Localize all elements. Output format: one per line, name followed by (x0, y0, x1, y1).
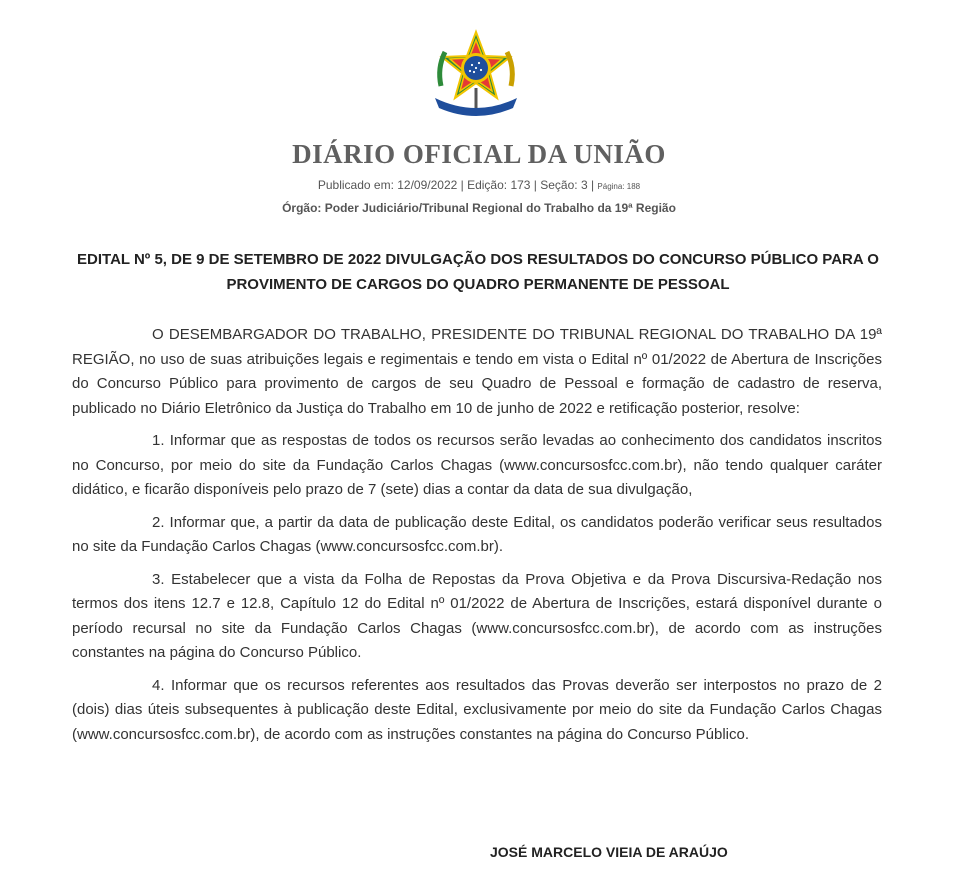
coat-of-arms-icon (431, 28, 521, 120)
orgao-line: Órgão: Poder Judiciário/Tribunal Regional do Trabalho da 19ª Região (282, 201, 676, 215)
edital-heading: EDITAL Nº 5, DE 9 DE SETEMBRO DE 2022 DIVULGAÇÃO DOS RESULTADOS DO CONCURSO PÚBLICO PARA O PROVIMENTO DE CARGOS DO QUADRO PERMANENTE DE PESSOAL (77, 251, 879, 293)
signature: JOSÉ MARCELO VIEIA DE ARAÚJO (490, 844, 728, 860)
publication-meta (0, 178, 958, 192)
paragraph: O DESEMBARGADOR DO TRABALHO, PRESIDENTE DO TRIBUNAL REGIONAL DO TRABALHO DA 19ª REGIÃO, no uso de suas atribuições legais e regimentais e tendo em vista o Edital nº 01/2022 de Abertura de Inscrições do Concurso Público para provimento de cargos de seu Quadro de Pessoal e formação de cadastro de reserva, publicado no Diário Eletrônico da Justiça do Trabalho em 10 de junho de 2022 e retificação posterior, resolve: (72, 326, 882, 417)
published-info: Publicado em: 12/09/2022 | Edição: 173 | Seção: 3 | (317, 178, 595, 192)
paragraph: 2. Informar que, a partir da data de publicação deste Edital, os candidatos poderão verificar seus resultados no site da Fundação Carlos Chagas (www.concursosfcc.com.br). (72, 513, 882, 555)
paragraph: 3. Estabelecer que a vista da Folha de Repostas da Prova Objetiva e da Prova Discursiva-Redação nos termos dos itens 12.7 e 12.8, Capítulo 12 do Edital nº 01/2022 de Abertura de Inscrições, estará disponível durante o período recursal no site da Fundação Carlos Chagas (www.concursosfcc.com.br), de acordo com as instruções constantes na página do Concurso Público. (72, 570, 882, 661)
publication-title: DIÁRIO OFICIAL DA UNIÃO (292, 139, 666, 169)
document-body (72, 323, 882, 755)
paragraph: 1. Informar que as respostas de todos os recursos serão levadas ao conhecimento dos candidatos inscritos no Concurso, por meio do site da Fundação Carlos Chagas (www.concursosfcc.com.br), não tendo qualquer caráter didático, e ficarão disponíveis pelo prazo de 7 (sete) dias a contar da data de sua divulgação, (72, 432, 882, 498)
paragraph: 4. Informar que os recursos referentes aos resultados das Provas deverão ser interpostos no prazo de 2 (dois) dias úteis subsequentes à publicação deste Edital, exclusivamente por meio do site da Fundação Carlos Chagas (www.concursosfcc.com.br), de acordo com as instruções constantes na página do Concurso Público. (72, 676, 882, 743)
page-number: Página: 188 (597, 182, 641, 191)
